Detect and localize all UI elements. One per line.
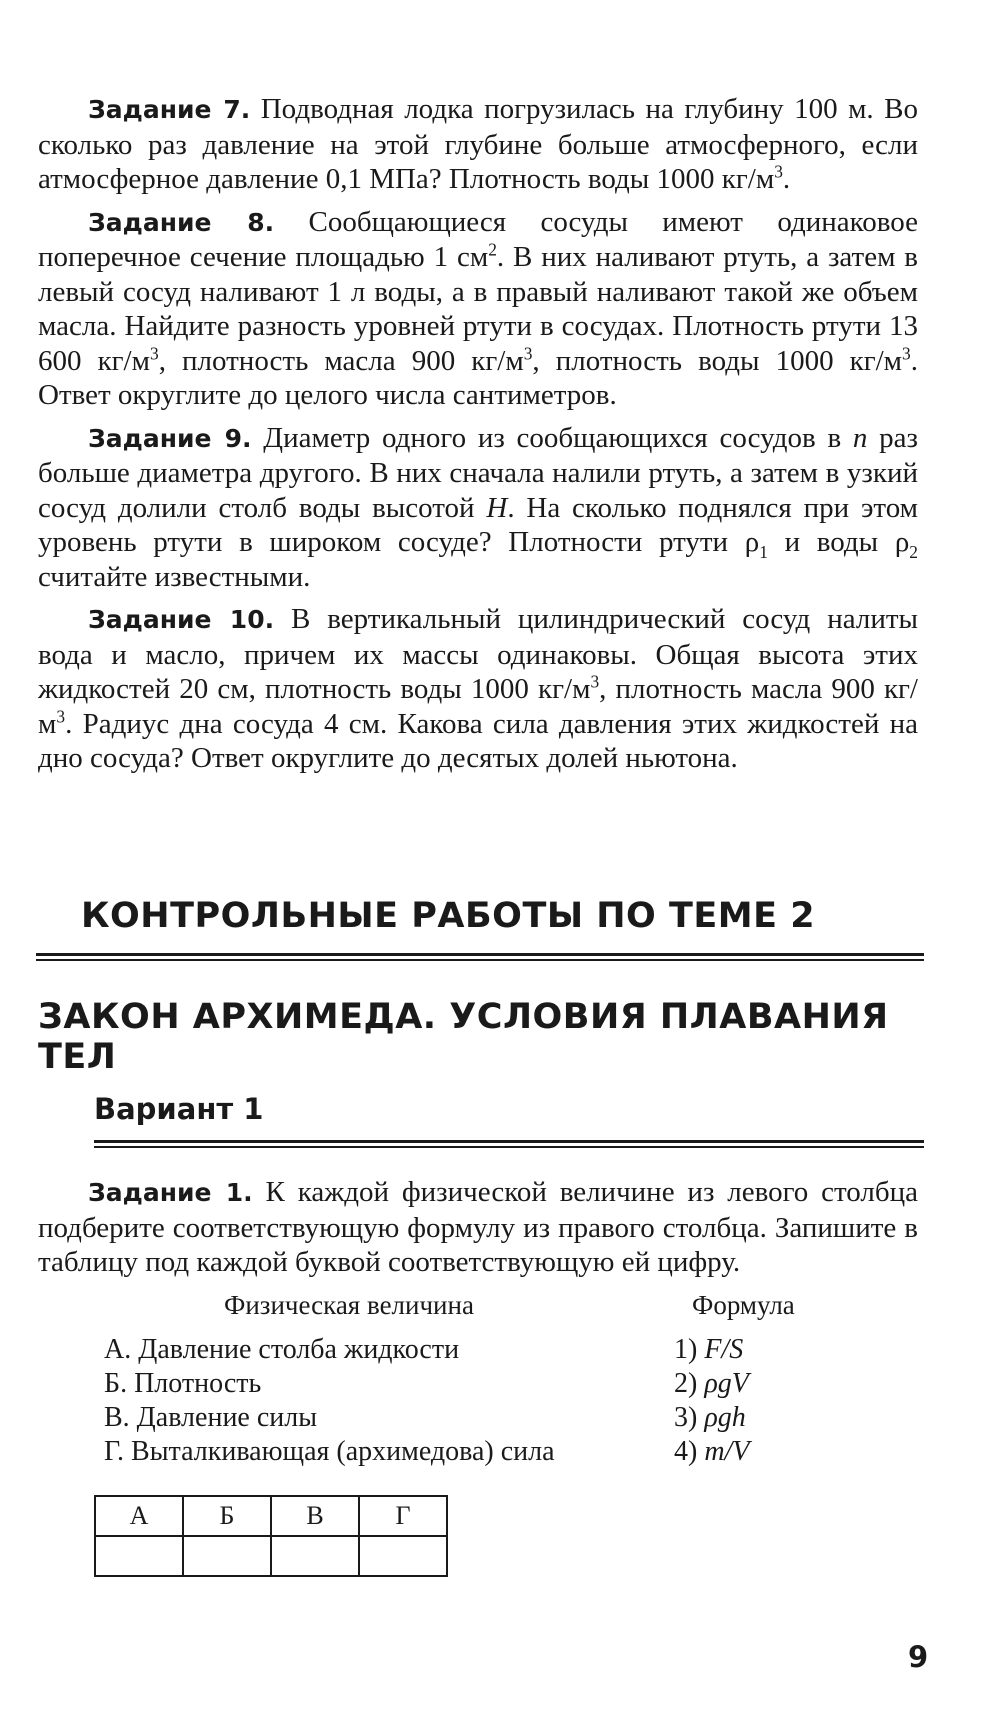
formula-expression: ρgV <box>704 1368 749 1399</box>
formula-item <box>674 1402 746 1434</box>
task-9 <box>38 421 918 595</box>
formula-number: 4) <box>674 1436 698 1467</box>
quantity-column-header: Физическая величина <box>224 1290 474 1320</box>
task-9-heading: Задание 9. <box>88 423 252 453</box>
answer-letter-cell: Б <box>183 1496 271 1536</box>
answer-letter-cell: А <box>95 1496 183 1536</box>
variant-title: Вариант 1 <box>94 1092 264 1126</box>
task-7 <box>38 92 918 197</box>
answer-cell[interactable] <box>359 1536 447 1576</box>
task-7-heading: Задание 7. <box>88 95 251 124</box>
quantity-item: А. Давление столба жидкости <box>104 1334 460 1365</box>
section-title-zakon: ЗАКОН АРХИМЕДА. УСЛОВИЯ ПЛАВАНИЯ ТЕЛ <box>38 997 889 1077</box>
formula-column-header: Формула <box>692 1290 795 1320</box>
formula-item <box>674 1436 749 1468</box>
task-8-text: Сообщающиеся сосуды имеют одинаковое поперечное сечение площадью 1 $см^2$. В них наливают ртуть, а затем в левый сосуд наливают 1 л воды, а в правый наливают такой же объем масла. Найдите разность уровней ртути в сосудах. Плотность ртути 13 600 $кг/м^3$, плотность масла 900 $кг/м^3$, плотность воды 1000 $кг/м^3$. Ответ округлите до целого числа сантиметров. <box>38 205 918 411</box>
formula-item <box>674 1368 749 1400</box>
task-10-heading: Задание 10. <box>88 605 275 634</box>
quantity-item: Б. Плотность <box>104 1368 262 1399</box>
task-7-text: Подводная лодка погрузилась на глубину 100 м. Во сколько раз давление на этой глубине больше атмосферного, если атмосферное давление 0,1 МПа? Плотность воды 1000 $кг/м^3$. <box>38 93 918 195</box>
task-8-heading: Задание 8. <box>88 207 275 237</box>
answer-letter-cell: Г <box>359 1496 447 1536</box>
answer-cell[interactable] <box>95 1536 183 1576</box>
answer-table <box>94 1495 448 1577</box>
section-title-tema: КОНТРОЛЬНЫЕ РАБОТЫ ПО ТЕМЕ 2 <box>80 896 816 936</box>
answer-table-header-row <box>95 1496 447 1536</box>
task-1 <box>38 1175 918 1280</box>
answer-cell[interactable] <box>183 1536 271 1576</box>
answer-table-answer-row <box>95 1536 447 1576</box>
task-1-heading: Задание 1. <box>88 1178 253 1207</box>
formula-item <box>674 1334 743 1366</box>
task-8 <box>38 205 918 413</box>
tasks-block <box>38 92 918 784</box>
answer-cell[interactable] <box>271 1536 359 1576</box>
quantity-item: В. Давление силы <box>104 1402 318 1433</box>
quantity-item: Г. Выталкивающая (архимедова) сила <box>104 1436 555 1467</box>
formula-number: 3) <box>674 1402 698 1433</box>
task-10-text: В вертикальный цилиндрический сосуд налиты вода и масло, причем их массы одинаковы. Общая высота этих жидкостей 20 см, плотность воды 1000 $кг/м^3$, плотность масла 900 $кг/м^3$. Радиус дна сосуда 4 см. Какова сила давления этих жидкостей на дно сосуда? Ответ округлите до десятых долей ньютона. <box>38 603 919 774</box>
formula-number: 2) <box>674 1368 698 1399</box>
task-10 <box>38 602 918 776</box>
formula-expression: m/V <box>704 1436 750 1467</box>
task-9-text: Диаметр одного из сообщающихся сосудов в n раз больше диаметра другого. В них сначала налили ртуть, а затем в узкий сосуд долили столб воды высотой H. На сколько поднялся при этом уровень ртути в широком сосуде? Плотности ртути $\rho_1$ и воды $\rho_2$ считайте известными. <box>38 421 918 593</box>
variant-double-rule <box>94 1140 924 1148</box>
formula-expression: ρgh <box>704 1402 746 1433</box>
formula-number: 1) <box>674 1334 698 1365</box>
answer-letter-cell: В <box>271 1496 359 1536</box>
formula-expression: F/S <box>704 1334 744 1365</box>
double-rule-divider <box>36 953 924 961</box>
page-number: 9 <box>908 1640 929 1674</box>
task-1-text: К каждой физической величине из левого столбца подберите соответствующую формулу из правого столбца. Запишите в таблицу под каждой буквой соответствующую ей цифру. <box>38 1176 918 1278</box>
